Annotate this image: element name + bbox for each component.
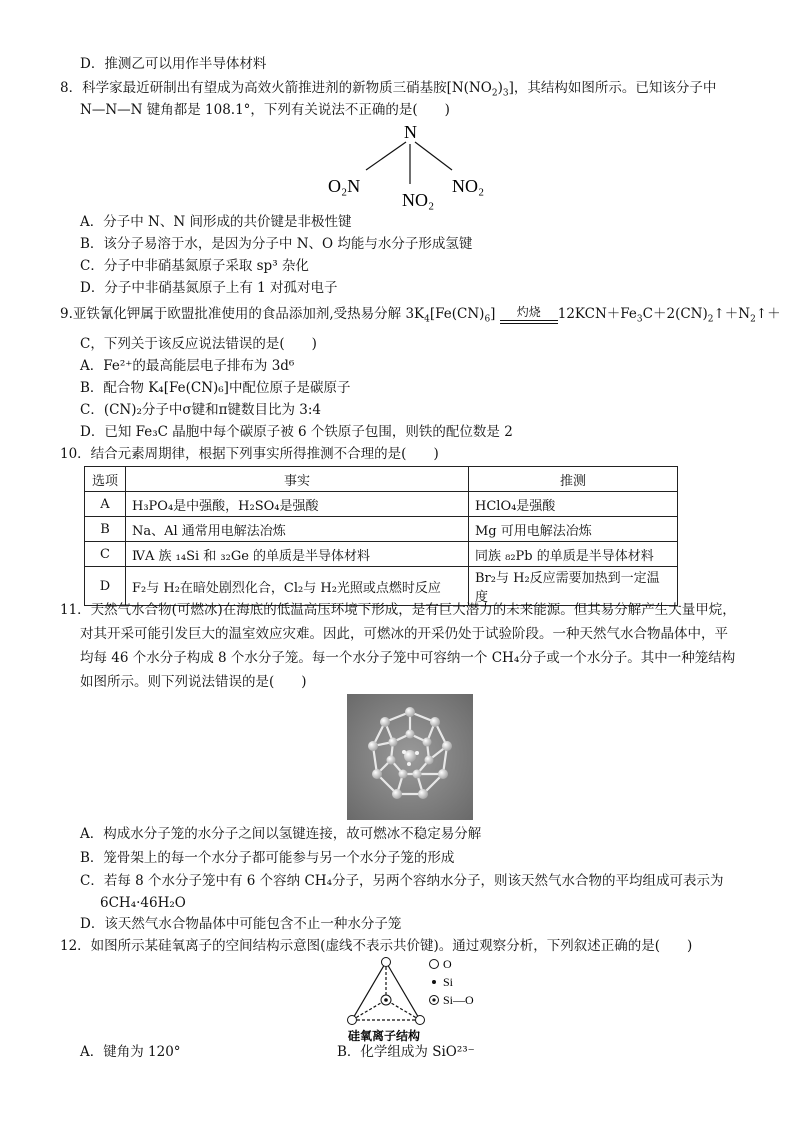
- q11-option-d: D．该天然气水合物晶体中可能包含不止一种水分子笼: [80, 916, 402, 932]
- row-a-inference: HClO₄是强酸: [469, 492, 678, 517]
- q9-option-c: C．(CN)₂分子中σ键和π键数目比为 3:4: [80, 402, 322, 418]
- table-row: [85, 492, 678, 517]
- row-a-fact: H₃PO₄是中强酸，H₂SO₄是强酸: [126, 492, 469, 517]
- q9-reaction-arrow: 灼烧: [500, 306, 558, 324]
- q10-table: [84, 466, 678, 606]
- q8-right-group: NO₂: [452, 176, 485, 196]
- table-header-row: [85, 467, 678, 492]
- q8-stem-line2: N—N—N 键角都是 108.1°，下列有关说法不正确的是( ): [80, 102, 450, 118]
- q11-stem-line4: 如图所示。则下列说法错误的是( ): [80, 674, 307, 690]
- q11-option-c: C．若每 8 个水分子笼中有 6 个容纳 CH₄分子，另两个容纳水分子，则该天然气水合物的平均组成可表示为: [80, 873, 724, 889]
- q9-option-a: A．Fe²⁺的最高能层电子排布为 3d⁶: [80, 358, 295, 374]
- q8-option-c: C．分子中非硝基氮原子采取 sp³ 杂化: [80, 258, 309, 274]
- q9-option-b: B．配合物 K₄[Fe(CN)₆]中配位原子是碳原子: [80, 380, 351, 396]
- q12-silicate-figure: [344, 954, 484, 1046]
- header-option: 选项: [85, 467, 126, 492]
- row-d-option: D: [85, 567, 126, 606]
- q8-bottom-group: NO₂: [402, 190, 435, 210]
- q11-stem-line3: 均每 46 个水分子构成 8 个水分子笼。每一个水分子笼中可容纳一个 CH₄分子或一个水分子。其中一种笼结构: [80, 650, 736, 666]
- row-c-inference: 同族 ₈₂Pb 的单质是半导体材料: [469, 542, 678, 567]
- q12-option-a: A．键角为 120°: [80, 1044, 181, 1060]
- q11-option-c-formula: 6CH₄·46H₂O: [100, 895, 186, 911]
- row-d-inference: Br₂与 H₂反应需要加热到一定温度: [469, 567, 678, 606]
- header-fact: 事实: [126, 467, 469, 492]
- q9-option-d: D．已知 Fe₃C 晶胞中每个碳原子被 6 个铁原子包围，则铁的配位数是 2: [80, 424, 513, 440]
- row-b-inference: Mg 可用电解法冶炼: [469, 517, 678, 542]
- q7-option-d: D．推测乙可以用作半导体材料: [80, 56, 267, 72]
- row-d-fact: F₂与 H₂在暗处剧烈化合，Cl₂与 H₂光照或点燃时反应: [126, 567, 469, 606]
- q8-option-b: B．该分子易溶于水，是因为分子中 N、O 均能与水分子形成氢键: [80, 236, 473, 252]
- header-inference: 推测: [469, 467, 678, 492]
- q8-left-group: O₂N: [328, 176, 361, 196]
- q11-cage-figure: [347, 694, 473, 820]
- q8-structure-figure: [320, 118, 520, 218]
- row-b-fact: Na、Al 通常用电解法冶炼: [126, 517, 469, 542]
- row-c-option: C: [85, 542, 126, 567]
- row-b-option: B: [85, 517, 126, 542]
- row-c-fact: ⅣA 族 ₁₄Si 和 ₃₂Ge 的单质是半导体材料: [126, 542, 469, 567]
- q11-option-a: A．构成水分子笼的水分子之间以氢键连接，故可燃冰不稳定易分解: [80, 826, 482, 842]
- q11-option-b: B．笼骨架上的每一个水分子都可能参与另一个水分子笼的形成: [80, 850, 455, 866]
- q9-stem-line2: C，下列关于该反应说法错误的是( ): [80, 336, 317, 352]
- legend-o-label: O: [443, 957, 452, 971]
- row-a-option: A: [85, 492, 126, 517]
- q11-stem-line2: 对其开采可能引发巨大的温室效应灾难。因此，可燃冰的开采仍处于试验阶段。一种天然气水合物晶体中，平: [80, 626, 728, 642]
- q9-stem-line1: 9.亚铁氰化钾属于欧盟批准使用的食品添加剂,受热易分解 $3K_4[Fe(CN)_6]$ 灼烧 $12KCN+Fe_3C+2(CN)_2↑+N_2↑+$: [60, 304, 781, 325]
- q12-figure-caption: 硅氧离子结构: [348, 1029, 421, 1043]
- legend-si-label: Si: [443, 975, 454, 989]
- table-row: [85, 517, 678, 542]
- q12-stem: 12．如图所示某硅氧离子的空间结构示意图(虚线不表示共价键)。通过观察分析，下列叙述正确的是( ): [60, 938, 693, 954]
- legend-sio-label: Si—O: [443, 993, 474, 1007]
- legend-o-icon: [430, 960, 439, 969]
- q12-option-b: B．化学组成为 SiO²³⁻: [337, 1044, 475, 1060]
- q8-stem-line1: 8．科学家最近研制出有望成为高效火箭推进剂的新物质三硝基胺$[N(NO_2)_3]$，其结构如图所示。已知该分子中: [60, 80, 717, 99]
- q8-option-a: A．分子中 N、N 间形成的共价键是非极性键: [80, 214, 352, 230]
- q8-n-top: N: [404, 122, 417, 142]
- q8-option-d: D．分子中非硝基氮原子上有 1 对孤对电子: [80, 280, 338, 296]
- q11-stem-line1: 11．天然气水合物(可燃冰)在海底的低温高压环境下形成，是有巨大潜力的未来能源。但其易分解产生大量甲烷，: [60, 602, 736, 618]
- legend-si-icon: [432, 980, 436, 984]
- table-row: [85, 542, 678, 567]
- q10-stem: 10．结合元素周期律，根据下列事实所得推测不合理的是( ): [60, 446, 439, 462]
